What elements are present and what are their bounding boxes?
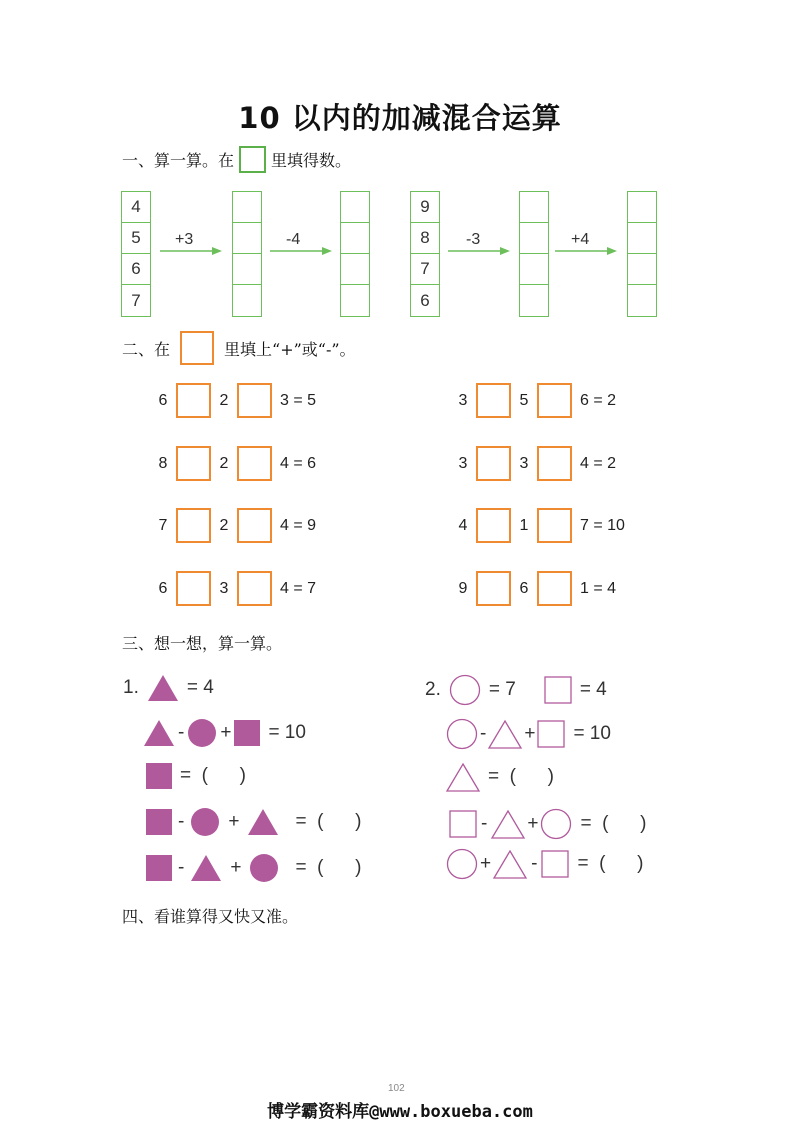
arrow-icon — [158, 244, 224, 258]
square-icon — [234, 720, 260, 746]
equation-result: 6 = 2 — [580, 391, 617, 409]
puzzle2-row4 — [449, 808, 646, 840]
operator-box[interactable] — [476, 383, 511, 418]
puzzle1-row2-result: = 10 — [268, 722, 306, 743]
section2-prefix: 二、在 — [122, 339, 171, 359]
answer-cell[interactable] — [341, 254, 369, 285]
puzzle1-label: 1. — [123, 677, 139, 698]
circle-outline-icon — [446, 848, 478, 880]
circle-icon — [249, 853, 279, 883]
puzzle2-row3-result[interactable]: = ( ) — [488, 766, 554, 787]
puzzle2-row2-result: = 10 — [573, 723, 611, 744]
operand: 6 — [519, 579, 529, 597]
operator-box-sample — [180, 331, 214, 365]
operand: 2 — [219, 454, 229, 472]
equation-row — [458, 446, 616, 481]
square-outline-icon — [449, 810, 477, 838]
square-icon — [146, 855, 172, 881]
chain1-op1-label: +3 — [175, 231, 194, 248]
chain2-start-cell: 6 — [420, 290, 430, 310]
equation-row — [458, 383, 616, 418]
triangle-icon — [190, 854, 222, 882]
square-outline-icon — [537, 720, 565, 748]
operator-box[interactable] — [476, 571, 511, 606]
answer-cell[interactable] — [233, 192, 261, 223]
puzzle1-row4 — [146, 807, 361, 837]
chain1-start-column — [121, 191, 151, 317]
equation-result: 4 = 7 — [280, 579, 317, 597]
operator-box[interactable] — [537, 571, 572, 606]
equation-row — [158, 571, 316, 606]
operand: 3 — [219, 579, 229, 597]
circle-outline-icon — [446, 718, 478, 750]
answer-cell[interactable] — [628, 223, 656, 254]
operand: 6 — [158, 579, 168, 597]
chain1-end-column — [340, 191, 370, 317]
chain1-start-cell: 4 — [122, 192, 150, 223]
plus-sign: + — [480, 853, 492, 874]
operand: 2 — [219, 516, 229, 534]
minus-sign: - — [531, 853, 538, 874]
puzzle2-row5-result[interactable]: = ( ) — [577, 853, 644, 874]
puzzle1-given-row — [123, 674, 214, 702]
puzzle2-given-row — [425, 674, 607, 706]
equation-result: 4 = 2 — [580, 454, 617, 472]
puzzle1-row4-result[interactable]: = ( ) — [295, 811, 362, 832]
chain2-start-cell: 8 — [411, 223, 439, 254]
square-icon — [146, 809, 172, 835]
operand: 2 — [219, 391, 229, 409]
chain2-op2-label: +4 — [571, 231, 590, 248]
chain2-start-cell: 7 — [411, 254, 439, 285]
triangle-outline-icon — [488, 719, 522, 749]
puzzle1-row3 — [146, 763, 246, 789]
answer-cell[interactable] — [628, 192, 656, 223]
equation-result: 4 = 9 — [280, 516, 317, 534]
minus-sign: - — [178, 857, 185, 878]
square-icon — [146, 763, 172, 789]
answer-cell[interactable] — [233, 223, 261, 254]
operator-box[interactable] — [176, 446, 211, 481]
puzzle2-row3 — [446, 762, 554, 792]
section2-heading — [122, 331, 356, 365]
square-outline-icon — [544, 676, 572, 704]
footer-watermark: 博学霸资料库@www.boxueba.com — [267, 1102, 533, 1122]
answer-cell[interactable] — [520, 192, 548, 223]
answer-box-sample — [239, 146, 266, 173]
plus-sign: + — [527, 813, 539, 834]
operator-box[interactable] — [237, 571, 272, 606]
chain2-start-column — [410, 191, 440, 317]
puzzle1-given: = 4 — [186, 677, 214, 698]
circle-icon — [190, 807, 220, 837]
operator-box[interactable] — [476, 446, 511, 481]
operand: 4 — [458, 516, 468, 534]
triangle-icon — [247, 808, 279, 836]
equation-row — [458, 508, 625, 543]
plus-sign: + — [220, 722, 232, 743]
operator-box[interactable] — [176, 383, 211, 418]
triangle-outline-icon — [446, 762, 480, 792]
operator-box[interactable] — [476, 508, 511, 543]
answer-cell[interactable] — [628, 285, 656, 316]
operand: 1 — [519, 516, 529, 534]
operator-box[interactable] — [537, 383, 572, 418]
puzzle2-row5 — [446, 848, 643, 880]
answer-cell[interactable] — [341, 192, 369, 223]
equation-result: 3 = 5 — [280, 391, 317, 409]
puzzle1-row3-result[interactable]: = ( ) — [180, 765, 246, 786]
operator-box[interactable] — [237, 446, 272, 481]
chain2-start-cell: 9 — [411, 192, 439, 223]
operator-box[interactable] — [176, 571, 211, 606]
section1-heading — [122, 146, 351, 173]
square-outline-icon — [541, 850, 569, 878]
operand: 3 — [458, 391, 468, 409]
operator-box[interactable] — [537, 446, 572, 481]
operator-box[interactable] — [537, 508, 572, 543]
circle-outline-icon — [449, 674, 481, 706]
page-title: 10 以内的加减混合运算 — [238, 101, 562, 135]
page-number: 102 — [388, 1083, 405, 1094]
operand: 3 — [519, 454, 529, 472]
minus-sign: - — [480, 723, 487, 744]
triangle-icon — [147, 674, 179, 702]
triangle-icon — [143, 719, 175, 747]
equation-result: 7 = 10 — [580, 516, 625, 534]
circle-icon — [187, 718, 217, 748]
operand: 9 — [458, 579, 468, 597]
arrow-icon — [553, 244, 619, 258]
section2-suffix: 里填上“+”或“-”。 — [224, 339, 356, 359]
operand: 6 — [158, 391, 168, 409]
operand: 3 — [458, 454, 468, 472]
chain1-mid-column — [232, 191, 262, 317]
operator-box[interactable] — [176, 508, 211, 543]
puzzle1-row2 — [143, 718, 306, 748]
puzzle2-given2: = 4 — [579, 679, 607, 700]
chain2-end-column — [627, 191, 657, 317]
equation-result: 4 = 6 — [280, 454, 317, 472]
answer-cell[interactable] — [628, 254, 656, 285]
equation-row — [158, 446, 316, 481]
section1-prefix: 一、算一算。在 — [122, 151, 235, 170]
answer-cell[interactable] — [520, 223, 548, 254]
puzzle2-given1: = 7 — [488, 679, 516, 700]
equation-row — [158, 508, 316, 543]
puzzle2-row4-result[interactable]: = ( ) — [580, 813, 647, 834]
minus-sign: - — [481, 813, 488, 834]
puzzle1-row5 — [146, 853, 361, 883]
operand: 8 — [158, 454, 168, 472]
chain1-start-cell: 7 — [131, 290, 141, 310]
puzzle2-label: 2. — [425, 679, 441, 700]
operand: 7 — [158, 516, 168, 534]
answer-cell[interactable] — [341, 223, 369, 254]
equation-row — [458, 571, 616, 606]
plus-sign: + — [524, 723, 536, 744]
operator-box[interactable] — [237, 383, 272, 418]
minus-sign: - — [178, 811, 185, 832]
section1-suffix: 里填得数。 — [271, 151, 352, 170]
chain1-start-cell: 5 — [122, 223, 150, 254]
answer-cell[interactable] — [520, 254, 548, 285]
answer-cell[interactable] — [233, 254, 261, 285]
chain2-op1-label: -3 — [466, 231, 481, 248]
operand: 5 — [519, 391, 529, 409]
chain1-start-cell: 6 — [122, 254, 150, 285]
operator-box[interactable] — [237, 508, 272, 543]
chain2-mid-column — [519, 191, 549, 317]
puzzle2-row2 — [446, 718, 611, 750]
arrow-icon — [446, 244, 512, 258]
chain1-op2-label: -4 — [286, 231, 301, 248]
arrow-icon — [268, 244, 334, 258]
section4-heading: 四、看谁算得又快又准。 — [122, 907, 299, 926]
answer-cell[interactable] — [233, 285, 261, 316]
plus-sign: + — [228, 811, 240, 832]
section3-heading: 三、想一想，算一算。 — [122, 634, 283, 653]
answer-cell[interactable] — [341, 285, 369, 316]
triangle-outline-icon — [493, 849, 527, 879]
equation-row — [158, 383, 316, 418]
plus-sign: + — [230, 857, 242, 878]
puzzle1-row5-result[interactable]: = ( ) — [295, 857, 362, 878]
answer-cell[interactable] — [520, 285, 548, 316]
minus-sign: - — [178, 722, 185, 743]
equation-result: 1 = 4 — [580, 579, 617, 597]
triangle-outline-icon — [491, 809, 525, 839]
circle-outline-icon — [540, 808, 572, 840]
